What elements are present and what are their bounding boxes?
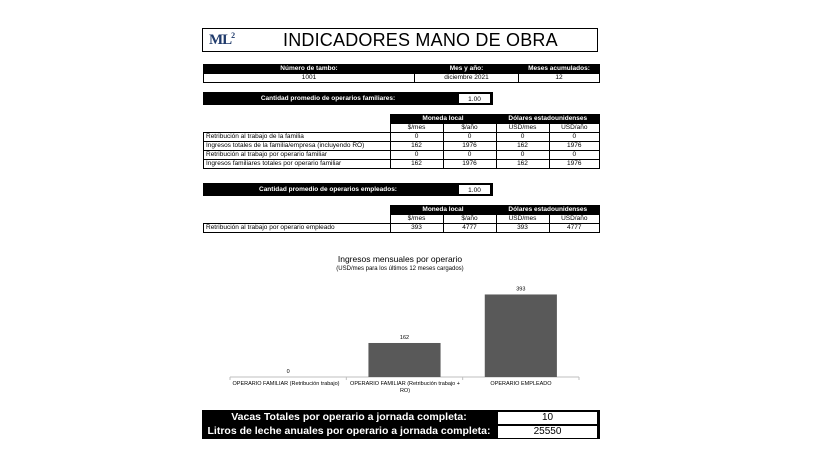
table-row: Retribución al trabajo por operario empleado 393 4777 393 4777 xyxy=(204,224,600,233)
table-row: Ingresos totales de la familia/empresa (incluyendo RO) 162 1976 162 1976 xyxy=(204,142,600,151)
title-box xyxy=(202,28,598,52)
col-header: $/año xyxy=(443,124,496,133)
group-header: Moneda local xyxy=(390,115,496,124)
table-row: Retribución al trabajo por operario familiar 0 0 0 0 xyxy=(204,151,600,160)
table-row: Ingresos familiares totales por operario familiar 162 1976 162 1976 xyxy=(204,160,600,169)
col-header: $/mes xyxy=(390,124,443,133)
data-label: 0 xyxy=(286,369,290,375)
tambo-number: 1001 xyxy=(204,74,415,83)
category-label: OPERARIO FAMILIAR (Retribución trabajo) xyxy=(232,381,340,387)
info-table xyxy=(203,64,600,83)
month-year: diciembre 2021 xyxy=(415,74,519,83)
group-header: Moneda local xyxy=(390,206,496,215)
info-header: Número de tambo: xyxy=(204,65,415,74)
accumulated-months: 12 xyxy=(519,74,600,83)
familiares-value: 1.00 xyxy=(458,93,491,104)
table-row: Retribución al trabajo de la familia 0 0 0 0 xyxy=(204,133,600,142)
empleados-value: 1.00 xyxy=(458,184,491,195)
bar xyxy=(485,294,557,377)
col-header: $/año xyxy=(443,215,496,224)
summary-label: Litros de leche anuales por operario a jornada completa: xyxy=(207,425,491,437)
page-title: INDICADORES MANO DE OBRA xyxy=(283,30,558,50)
summary-value: 25550 xyxy=(498,426,597,438)
group-header: Dólares estadounidenses xyxy=(496,206,600,215)
familiares-table xyxy=(203,114,600,169)
data-label: 393 xyxy=(516,286,526,293)
col-header: USD/mes xyxy=(496,124,549,133)
category-label: OPERARIO FAMILIAR (Retribución trabajo + RO) xyxy=(350,381,460,394)
summary-value: 10 xyxy=(498,412,597,424)
summary-label: Vacas Totales por operario a jornada completa: xyxy=(231,411,467,423)
info-header: Meses acumulados: xyxy=(519,65,600,74)
familiares-label: Cantidad promedio de operarios familiares: xyxy=(260,95,396,102)
col-header: USD/año xyxy=(549,215,600,224)
chart-title: Ingresos mensuales por operario xyxy=(337,254,463,264)
familiares-bar xyxy=(203,92,493,105)
summary-box xyxy=(202,410,600,439)
empleados-label: Cantidad promedio de operarios empleados: xyxy=(259,186,397,193)
info-header: Mes y año: xyxy=(415,65,519,74)
category-label: OPERARIO EMPLEADO xyxy=(490,381,552,387)
col-header: USD/mes xyxy=(496,215,549,224)
group-header: Dólares estadounidenses xyxy=(496,115,600,124)
col-header: USD/año xyxy=(549,124,600,133)
data-label: 162 xyxy=(399,334,410,341)
ml2-logo: $ML^2$ xyxy=(209,31,235,48)
bar xyxy=(368,343,440,377)
empleados-bar xyxy=(203,183,493,196)
empleados-table xyxy=(203,205,600,233)
chart-subtitle: (USD/mes para los últimos 12 meses cargados) xyxy=(336,266,464,272)
col-header: $/mes xyxy=(390,215,443,224)
